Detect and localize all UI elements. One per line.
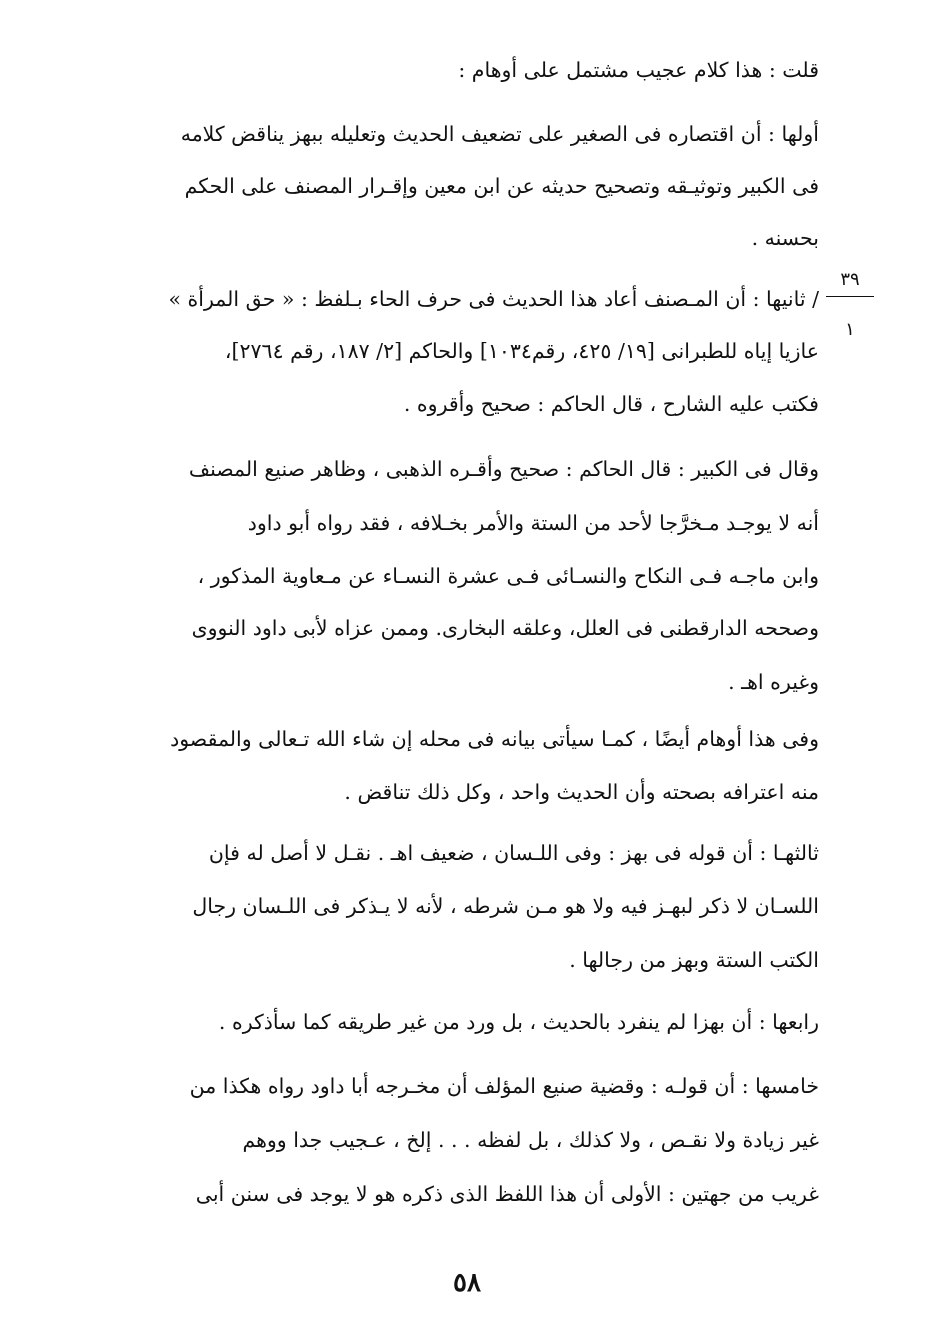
text-line-8: وقال فى الكبير : قال الحاكم : صحيح وأقـره الذهبى ، وظاهر صنيع المصنف (188, 457, 819, 481)
text-line-20: غير زيادة ولا نقـص ، ولا كذلك ، بل لفظه . . . إلخ ، عـجيب جدا ووهم (242, 1128, 819, 1152)
text-line-3: فى الكبير وتوثيـقه وتصحيح حديثه عن ابن معين وإقـرار المصنف على الحكم (184, 174, 819, 198)
text-line-5: / ثانيها : أن المـصنف أعاد هذا الحديث فى حرف الحاء بـلفظ : « حق المرأة » (168, 287, 819, 311)
text-line-6: عازيا إياه للطبرانى [١٩/ ٤٢٥، رقم١٠٣٤] والحاكم [٢/ ١٨٧، رقم ٢٧٦٤]، (224, 339, 819, 363)
page-number: ٥٨ (453, 1268, 481, 1298)
text-line-16: اللسـان لا ذكر لبهـز فيه ولا هو مـن شرطه ، لأنه لا يـذكر فى اللـسان رجال (192, 894, 819, 918)
text-line-7: فكتب عليه الشارح ، قال الحاكم : صحيح وأقروه . (403, 392, 819, 416)
text-line-1: قلت : هذا كلام عجيب مشتمل على أوهام : (458, 58, 819, 82)
text-line-4: بحسنه . (751, 226, 819, 250)
text-line-12: وغيره اهـ . (728, 670, 819, 694)
text-line-2: أولها : أن اقتصاره فى الصغير على تضعيف الحديث وتعليله ببهز يناقض كلامه (180, 122, 819, 146)
text-line-15: ثالثهـا : أن قوله فى بهز : وفى اللـسان ، ضعيف اهـ . نقـل لا أصل له فإن (208, 841, 819, 865)
text-line-13: وفى هذا أوهام أيضًا ، كمـا سيأتى بيانه فى محله إن شاء الله تـعالى والمقصود (170, 727, 819, 751)
margin-note-rule (826, 296, 874, 297)
text-line-17: الكتب الستة وبهز من رجالها . (569, 948, 819, 972)
margin-note-top: ٣٩ (840, 269, 860, 290)
margin-note-bottom: ١ (845, 319, 855, 340)
text-line-18: رابعها : أن بهزا لم ينفرد بالحديث ، بل ورد من غير طريقه كما سأذكره . (218, 1010, 819, 1034)
text-line-14: منه اعترافه بصحته وأن الحديث واحد ، وكل ذلك تناقض . (344, 780, 819, 804)
text-line-9: أنه لا يوجـد مـخرَّجا لأحد من الستة والأمر بخـلافه ، فقد رواه أبو داود (247, 511, 819, 535)
text-line-21: غريب من جهتين : الأولى أن هذا اللفظ الذى ذكره هو لا يوجد فى سنن أبى (195, 1182, 819, 1206)
text-line-11: وصححه الدارقطنى فى العلل، وعلقه البخارى. وممن عزاه لأبى داود النووى (191, 616, 819, 640)
text-line-19: خامسها : أن قولـه : وقضية صنيع المؤلف أن مخـرجه أبا داود رواه هكذا من (189, 1074, 819, 1098)
text-line-10: وابن ماجـه فـى النكاح والنسـائى فـى عشرة النسـاء عن مـعاوية المذكور ، (197, 564, 819, 588)
